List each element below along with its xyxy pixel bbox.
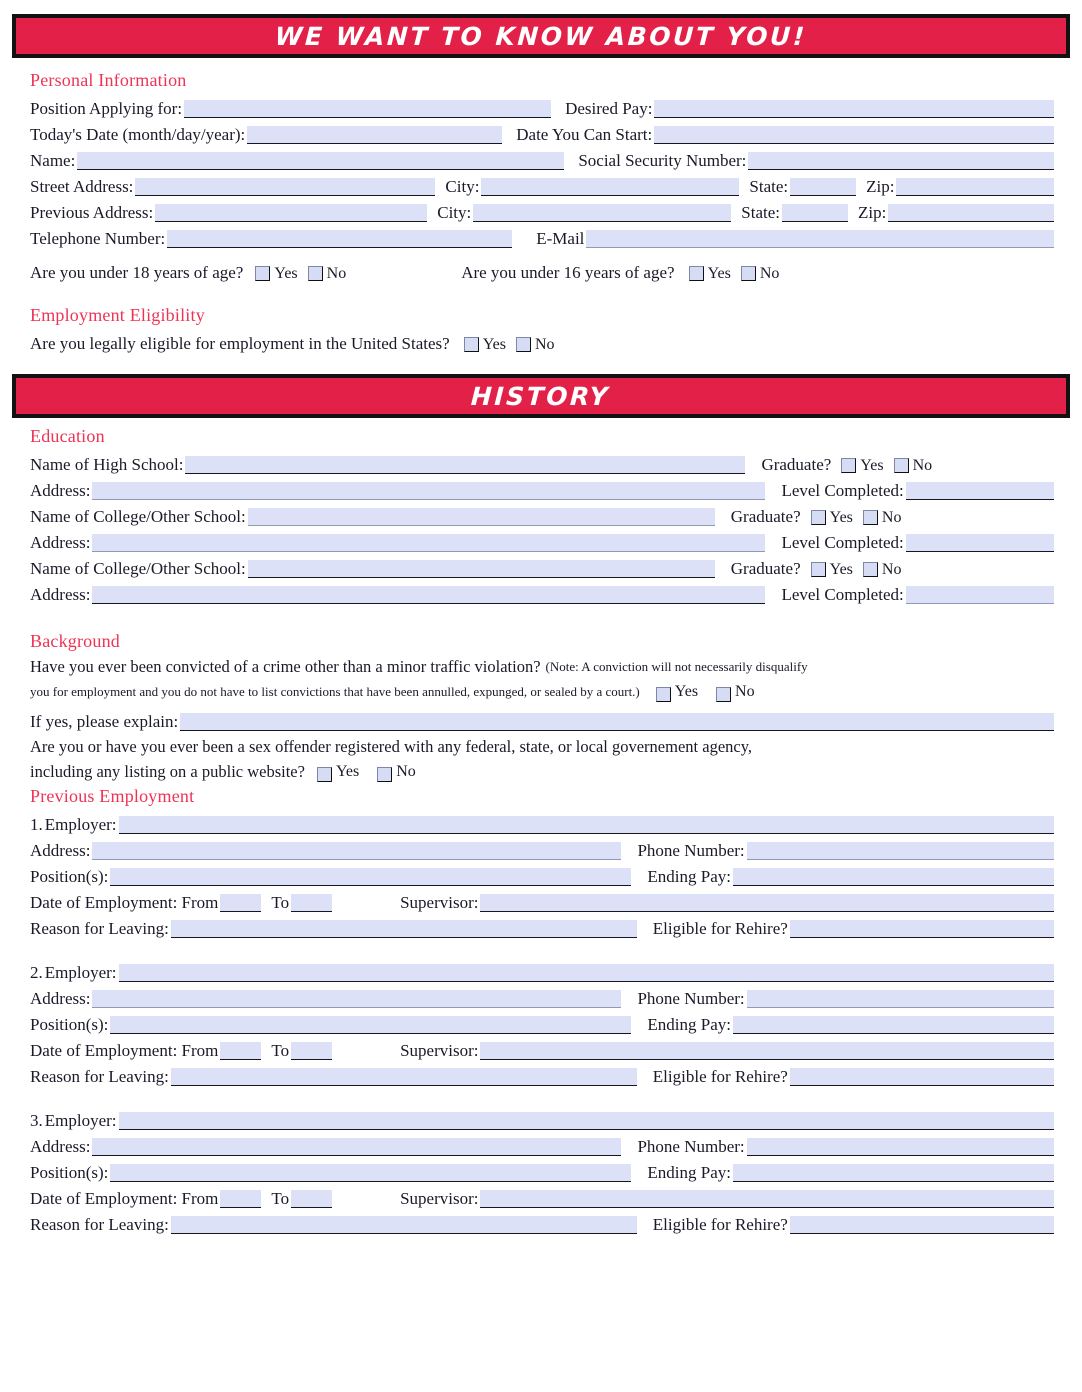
label-employer-number-1: 1. [30,815,43,834]
label-eligible-yes: Yes [482,336,506,353]
input-reason-for-leaving-1[interactable] [171,920,637,938]
input-email[interactable] [586,230,1054,248]
label-graduate-college-1-yes: Yes [829,509,853,526]
label-address-college-2: Address: [30,585,91,604]
input-level-completed-high-school[interactable] [906,482,1054,500]
background-question-1 [30,654,1054,704]
input-name-of-high-school[interactable] [185,456,745,474]
row-todays-date-start-date [30,119,1054,145]
input-state-previous[interactable] [782,204,848,222]
input-phone-number-3[interactable] [747,1138,1054,1156]
label-zip-street: Zip: [866,177,895,196]
input-position-applying-for[interactable] [184,100,551,118]
label-graduate-college-2: Graduate? [730,559,801,578]
input-name[interactable] [77,152,564,170]
label-under-16: Are you under 16 years of age? [461,263,675,282]
application-form-page [0,14,1082,1392]
input-name-of-college-2[interactable] [248,560,715,578]
label-to-3: To [271,1189,290,1208]
input-employer-2[interactable] [119,964,1054,982]
row-telephone-email [30,223,1054,249]
label-reason-for-leaving-3: Reason for Leaving: [30,1215,169,1234]
text-background-q1-note: (Note: A conviction will not necessarily disqualify [545,659,808,674]
input-date-from-1[interactable] [220,894,261,912]
input-city-street[interactable] [481,178,739,196]
row-positions-pay-2 [30,1009,1054,1035]
input-date-from-3[interactable] [220,1190,261,1208]
banner-title: WE WANT TO KNOW ABOUT YOU! [274,21,808,51]
background-q2-line2 [30,759,1054,784]
banner-we-want-to-know-about-you [12,14,1070,58]
label-eligible-for-rehire-2: Eligible for Rehire? [652,1067,788,1086]
label-positions-1: Position(s): [30,867,109,886]
checkbox-graduate-high-school-yes[interactable] [841,458,856,473]
label-if-yes-explain: If yes, please explain: [30,712,179,731]
input-employer-1[interactable] [119,816,1054,834]
checkbox-convicted-no[interactable] [716,687,731,702]
input-supervisor-2[interactable] [480,1042,1054,1060]
label-todays-date: Today's Date (month/day/year): [30,125,246,144]
input-if-yes-explain[interactable] [180,713,1054,731]
input-eligible-for-rehire-1[interactable] [790,920,1054,938]
input-address-college-1[interactable] [92,534,765,552]
row-employer-3 [30,1105,1054,1131]
input-positions-1[interactable] [110,868,631,886]
input-level-completed-college-2[interactable] [906,586,1054,604]
label-telephone-number: Telephone Number: [30,229,166,248]
label-graduate-college-1: Graduate? [730,507,801,526]
label-address-college-1: Address: [30,533,91,552]
input-supervisor-1[interactable] [480,894,1054,912]
row-employer-2 [30,957,1054,983]
employment-entry-3 [30,1105,1054,1235]
row-age-questions [30,249,1054,283]
input-date-you-can-start[interactable] [654,126,1054,144]
label-sex-offender-yes: Yes [335,763,360,780]
label-address-high-school: Address: [30,481,91,500]
label-date-of-employment-1: Date of Employment: From [30,893,219,912]
label-employer-number-3: 3. [30,1111,43,1130]
label-graduate-high-school-yes: Yes [860,457,884,474]
input-zip-street[interactable] [896,178,1054,196]
checkbox-eligible-no[interactable] [516,337,531,352]
label-ending-pay-3: Ending Pay: [647,1163,731,1182]
checkbox-graduate-high-school-no[interactable] [894,458,909,473]
checkbox-under-18-yes[interactable] [255,266,270,281]
label-positions-2: Position(s): [30,1015,109,1034]
input-employer-3[interactable] [119,1112,1054,1130]
background-q2-line1: Are you or have you ever been a sex offender registered with any federal, state, or local governement agency, [30,737,753,756]
label-street-address: Street Address: [30,177,134,196]
row-address-phone-2 [30,983,1054,1009]
input-phone-number-2[interactable] [747,990,1054,1008]
label-name-of-high-school: Name of High School: [30,455,184,474]
row-college-2 [30,553,1054,579]
row-reason-rehire-2 [30,1061,1054,1087]
label-address-employer-1: Address: [30,841,91,860]
label-position-applying-for: Position Applying for: [30,99,183,118]
background-explain-field [30,704,1054,732]
section-heading-background: Background [30,631,120,651]
label-supervisor-2: Supervisor: [400,1041,479,1060]
label-legally-eligible: Are you legally eligible for employment in the United States? [30,334,450,353]
background-q1-line2 [30,679,1054,704]
label-to-2: To [271,1041,290,1060]
label-under-18-no: No [326,265,347,282]
employment-eligibility-fields [30,328,1054,354]
checkbox-convicted-yes[interactable] [656,687,671,702]
label-convicted-yes: Yes [674,683,699,700]
row-positions-pay-3 [30,1157,1054,1183]
label-city-previous: City: [437,203,472,222]
checkbox-under-16-yes[interactable] [689,266,704,281]
input-address-employer-3[interactable] [92,1138,621,1156]
label-name-of-college-2: Name of College/Other School: [30,559,246,578]
label-under-16-no: No [759,265,780,282]
row-reason-rehire-3 [30,1209,1054,1235]
label-zip-previous: Zip: [857,203,887,222]
input-ending-pay-1[interactable] [733,868,1054,886]
label-employer-3: Employer: [44,1111,117,1130]
row-high-school [30,449,1054,475]
input-previous-address[interactable] [155,204,427,222]
label-ending-pay-1: Ending Pay: [647,867,731,886]
checkbox-sex-offender-no[interactable] [377,767,392,782]
label-address-employer-2: Address: [30,989,91,1008]
checkbox-graduate-college-2-no[interactable] [863,562,878,577]
input-telephone-number[interactable] [167,230,512,248]
label-ending-pay-2: Ending Pay: [647,1015,731,1034]
input-positions-3[interactable] [110,1164,631,1182]
label-eligible-no: No [534,336,555,353]
input-state-street[interactable] [790,178,856,196]
banner-history-title: HISTORY [470,381,612,411]
input-eligible-for-rehire-3[interactable] [790,1216,1054,1234]
label-under-16-yes: Yes [707,265,731,282]
label-under-18-yes: Yes [274,265,298,282]
section-heading-previous-employment: Previous Employment [30,786,195,806]
label-phone-number-1: Phone Number: [637,841,745,860]
label-date-of-employment-3: Date of Employment: From [30,1189,219,1208]
label-graduate-high-school-no: No [912,457,933,474]
label-level-completed-college-1: Level Completed: [781,533,904,552]
input-date-to-1[interactable] [291,894,332,912]
section-heading-education: Education [30,426,105,446]
background-q1-line1 [30,654,1054,679]
label-reason-for-leaving-1: Reason for Leaving: [30,919,169,938]
personal-information-fields [30,93,1054,283]
input-date-to-3[interactable] [291,1190,332,1208]
label-supervisor-3: Supervisor: [400,1189,479,1208]
row-street-address [30,171,1054,197]
label-previous-address: Previous Address: [30,203,154,222]
text-background-q2-line2: including any listing on a public website? [30,762,305,781]
label-employer-number-2: 2. [30,963,43,982]
label-social-security-number: Social Security Number: [578,151,747,170]
banner-history [12,374,1070,418]
section-heading-personal-information: Personal Information [30,70,187,90]
label-employer-1: Employer: [44,815,117,834]
checkbox-sex-offender-yes[interactable] [317,767,332,782]
label-employer-2: Employer: [44,963,117,982]
label-level-completed-college-2: Level Completed: [781,585,904,604]
checkbox-under-18-no[interactable] [308,266,323,281]
label-state-street: State: [749,177,789,196]
employment-entry-1 [30,809,1054,939]
label-desired-pay: Desired Pay: [565,99,653,118]
label-graduate-college-2-yes: Yes [829,561,853,578]
label-name: Name: [30,151,76,170]
label-level-completed-high-school: Level Completed: [781,481,904,500]
label-sex-offender-no: No [396,763,416,780]
label-graduate-high-school: Graduate? [761,455,832,474]
input-desired-pay[interactable] [654,100,1054,118]
background-question-2 [30,734,1054,784]
input-eligible-for-rehire-2[interactable] [790,1068,1054,1086]
input-address-employer-1[interactable] [92,842,621,860]
label-phone-number-2: Phone Number: [637,989,745,1008]
input-address-college-2[interactable] [92,586,765,604]
label-convicted-no: No [735,683,755,700]
label-date-of-employment-2: Date of Employment: From [30,1041,219,1060]
label-graduate-college-1-no: No [881,509,902,526]
row-position-desired-pay [30,93,1054,119]
row-college-2-address [30,579,1054,605]
row-college-1-address [30,527,1054,553]
input-reason-for-leaving-3[interactable] [171,1216,637,1234]
label-supervisor-1: Supervisor: [400,893,479,912]
input-level-completed-college-1[interactable] [906,534,1054,552]
label-email: E-Mail [536,229,585,248]
text-background-q1-main: Have you ever been convicted of a crime other than a minor traffic violation? [30,657,541,676]
checkbox-graduate-college-1-no[interactable] [863,510,878,525]
row-dates-supervisor-3 [30,1183,1054,1209]
label-reason-for-leaving-2: Reason for Leaving: [30,1067,169,1086]
label-positions-3: Position(s): [30,1163,109,1182]
input-todays-date[interactable] [247,126,502,144]
row-address-phone-1 [30,835,1054,861]
label-city-street: City: [445,177,480,196]
row-positions-pay-1 [30,861,1054,887]
row-college-1 [30,501,1054,527]
label-graduate-college-2-no: No [881,561,902,578]
checkbox-under-16-no[interactable] [741,266,756,281]
checkbox-eligible-yes[interactable] [464,337,479,352]
input-reason-for-leaving-2[interactable] [171,1068,637,1086]
input-supervisor-3[interactable] [480,1190,1054,1208]
input-street-address[interactable] [135,178,435,196]
section-heading-employment-eligibility: Employment Eligibility [30,305,205,325]
label-address-employer-3: Address: [30,1137,91,1156]
input-date-from-2[interactable] [220,1042,261,1060]
input-name-of-college-1[interactable] [248,508,715,526]
label-eligible-for-rehire-3: Eligible for Rehire? [652,1215,788,1234]
row-name-ssn [30,145,1054,171]
row-address-phone-3 [30,1131,1054,1157]
input-ending-pay-3[interactable] [733,1164,1054,1182]
checkbox-graduate-college-1-yes[interactable] [811,510,826,525]
input-city-previous[interactable] [473,204,731,222]
label-eligible-for-rehire-1: Eligible for Rehire? [652,919,788,938]
label-phone-number-3: Phone Number: [637,1137,745,1156]
row-previous-address [30,197,1054,223]
education-fields [30,449,1054,605]
text-background-q1-note2: you for employment and you do not have to list convictions that have been annulled, expunged, or sealed by a court.) [30,684,640,699]
employment-entry-2 [30,957,1054,1087]
input-phone-number-1[interactable] [747,842,1054,860]
input-date-to-2[interactable] [291,1042,332,1060]
input-ending-pay-2[interactable] [733,1016,1054,1034]
input-zip-previous[interactable] [888,204,1054,222]
input-address-high-school[interactable] [92,482,765,500]
label-date-you-can-start: Date You Can Start: [516,125,653,144]
label-under-18: Are you under 18 years of age? [30,263,244,282]
label-to-1: To [271,893,290,912]
row-legally-eligible [30,328,1054,354]
row-dates-supervisor-1 [30,887,1054,913]
row-dates-supervisor-2 [30,1035,1054,1061]
checkbox-graduate-college-2-yes[interactable] [811,562,826,577]
label-state-previous: State: [741,203,780,222]
row-employer-1 [30,809,1054,835]
row-reason-rehire-1 [30,913,1054,939]
input-address-employer-2[interactable] [92,990,621,1008]
row-if-yes-explain [30,704,1054,732]
label-name-of-college-1: Name of College/Other School: [30,507,246,526]
input-social-security-number[interactable] [748,152,1054,170]
input-positions-2[interactable] [110,1016,631,1034]
row-high-school-address [30,475,1054,501]
